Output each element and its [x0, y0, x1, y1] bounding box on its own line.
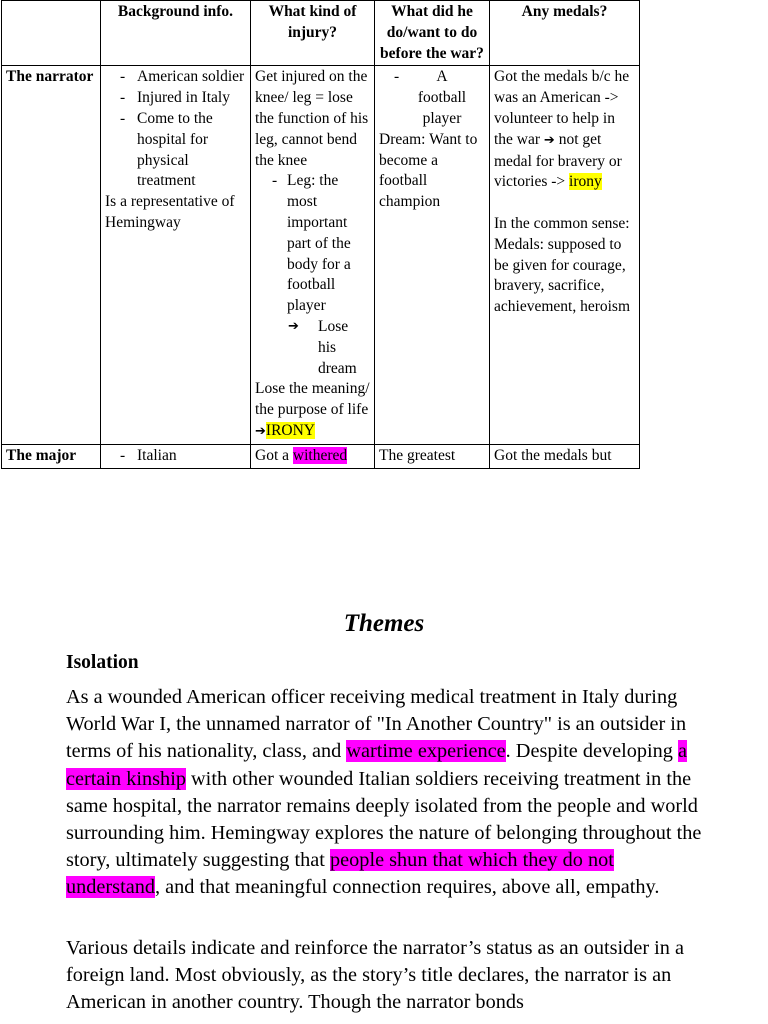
highlight-wartime-experience: wartime experience: [346, 740, 506, 763]
isolation-heading: Isolation: [66, 652, 139, 673]
narrator-injury-arrow-item: [255, 317, 370, 379]
narrator-injury-cell: [251, 66, 375, 444]
narrator-dream: Dream: Want to become a football champion: [379, 130, 478, 211]
themes-title: Themes: [343, 610, 425, 637]
narrator-irony-highlight: IRONY: [265, 421, 315, 439]
narrator-injury-irony-line: [255, 421, 370, 443]
table-header-blank: [2, 1, 101, 66]
row-label-narrator: The narrator: [2, 66, 101, 444]
list-item: - Come to the hospital for physical treatment: [137, 109, 246, 192]
narrator-background-cell: [101, 66, 251, 444]
medals-irony-highlight: irony: [569, 173, 602, 191]
narrator-medals-common-sense: In the common sense: Medals: supposed to be given for courage, bravery, sacrifice, achievement, heroism: [494, 214, 631, 316]
table-header-injury: What kind of injury?: [251, 1, 375, 66]
table-header-background: Background info.: [101, 1, 251, 66]
list-item: - Injured in Italy: [137, 88, 246, 109]
narrator-injury-sublist: [255, 171, 370, 317]
character-table: [1, 0, 640, 469]
highlight-certain-kinship: a certain kinship: [66, 740, 688, 790]
medals-text-part: not get medal for bravery or victories ->: [494, 130, 622, 191]
arrow-item-text: Lose his dream: [318, 317, 357, 377]
paragraph-text: . Despite developing: [505, 740, 679, 763]
major-medals-cell: Got the medals but: [490, 444, 640, 468]
major-injury-highlight: withered: [292, 446, 348, 464]
narrator-before-list: [379, 67, 485, 129]
isolation-paragraph-2: Various details indicate and reinforce the narrator’s status as an outsider in a foreign land. Most obviously, as the story’s title declares, the narrator is an American in another country. Though the narrator bonds: [66, 937, 684, 1014]
narrator-medals-cell: [490, 66, 640, 444]
right-arrow-icon: ➔: [255, 423, 266, 439]
major-before-war-cell: The greatest: [375, 444, 490, 468]
table-row-narrator: [2, 66, 640, 444]
right-arrow-icon: ➔: [543, 132, 555, 148]
isolation-paragraph-1: [66, 684, 706, 902]
narrator-injury-text: Get injured on the knee/ leg = lose the function of his leg, cannot bend the knee: [255, 68, 369, 169]
table-header-medals: Any medals?: [490, 1, 640, 66]
major-background-cell: [101, 444, 251, 468]
list-item: - Italian: [137, 446, 246, 467]
narrator-medals-text: [494, 67, 635, 193]
narrator-representative-note: Is a representative of Hemingway: [105, 193, 235, 231]
paragraph-text: As a wounded American officer receiving medical treatment in Italy during World War I, the unnamed narrator of "In Another Country" is an outsider in terms of his nationality, class, and: [66, 686, 687, 763]
paragraph-text: , and that meaningful connection requires, above all, empathy.: [155, 876, 660, 899]
narrator-before-war-cell: [375, 66, 490, 444]
narrator-injury-meaning: Lose the meaning/ the purpose of life: [255, 380, 370, 419]
table-row-major: [2, 444, 640, 468]
paragraph-text: with other wounded Italian soldiers receiving treatment in the same hospital, the narrator remains deeply isolated from the people and world surrounding him. Hemingway explores the nature of belonging throughout the story, ultimately suggesting that: [66, 767, 702, 872]
list-item: - American soldier: [137, 67, 246, 88]
major-background-list: [105, 446, 246, 467]
list-item: - Leg: the most important part of the body for a football player: [287, 171, 370, 317]
major-injury-prefix: Got a: [255, 446, 290, 464]
table-header-row: [2, 1, 640, 66]
row-label-major: The major: [2, 444, 101, 468]
medals-text-part: Got the medals b/c he was an American -> volunteer to help in the war: [494, 68, 630, 148]
right-arrow-icon: ➔: [288, 318, 299, 334]
narrator-background-list: [105, 67, 246, 192]
highlight-people-shun: people shun that which they do not understand: [66, 849, 614, 899]
list-item: - A football player: [411, 67, 485, 129]
table-header-before-war: What did he do/want to do before the war?: [375, 1, 490, 66]
major-injury-cell: [251, 444, 375, 468]
